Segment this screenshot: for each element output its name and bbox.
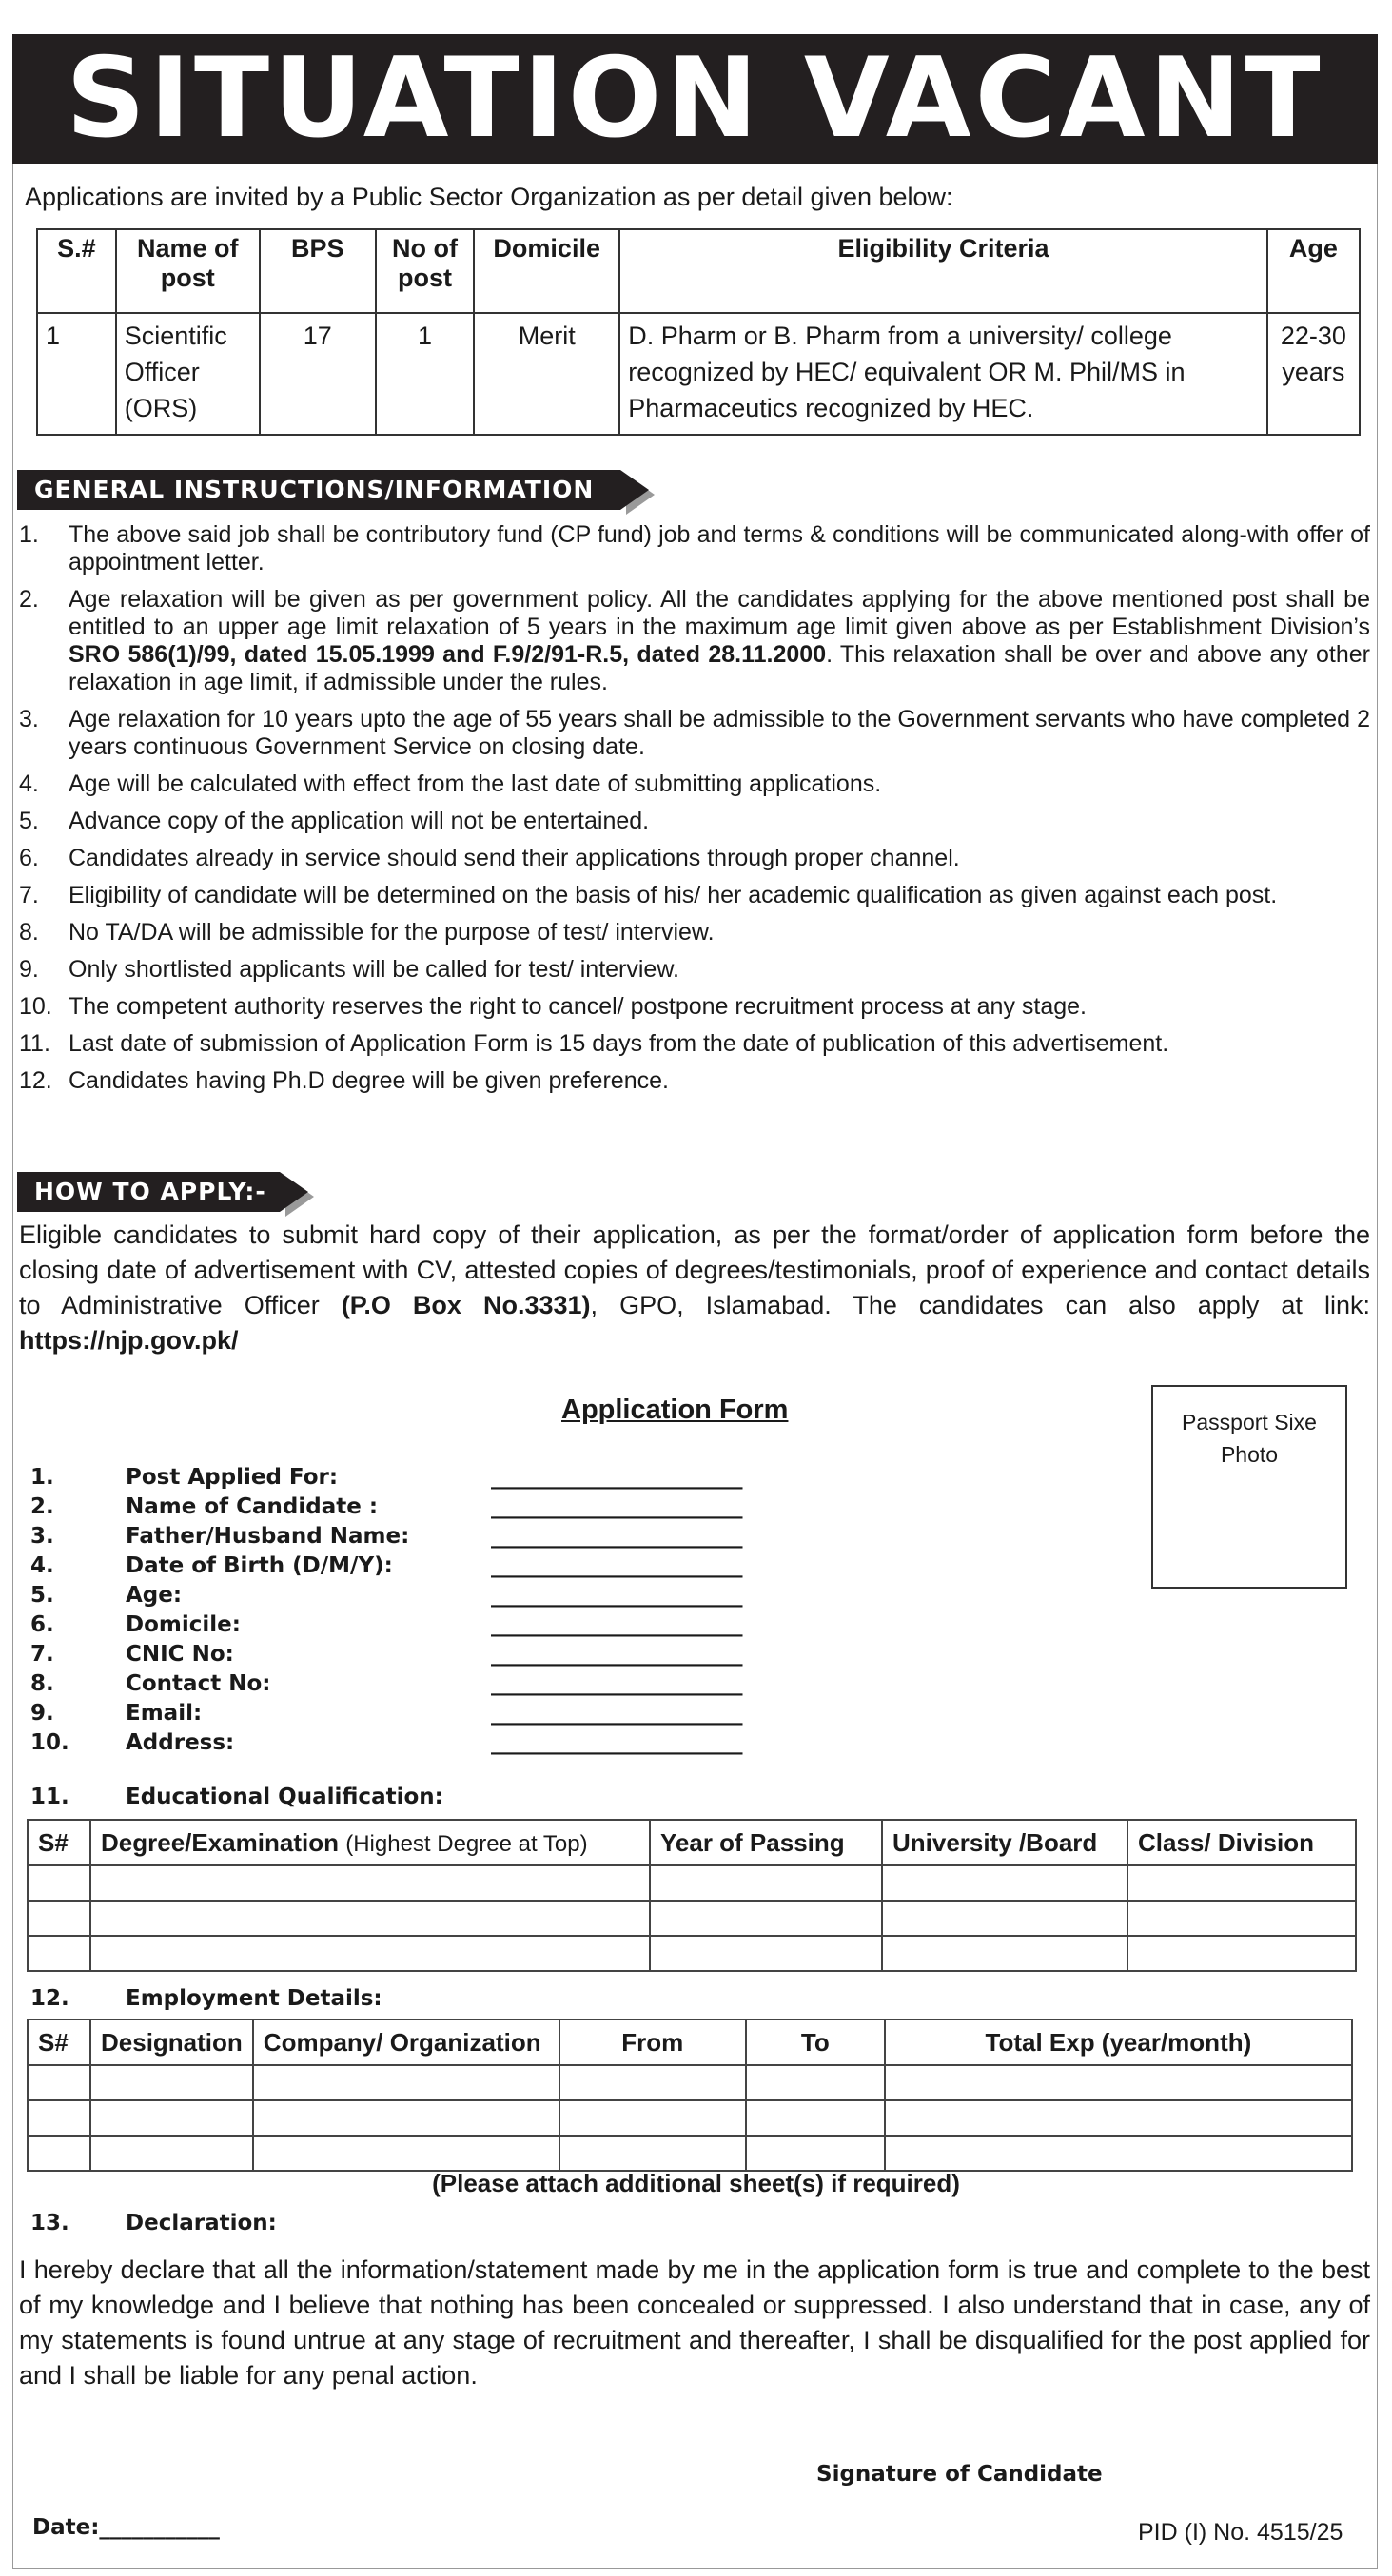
table-row[interactable] — [28, 2136, 1352, 2171]
item-number: 6. — [19, 845, 39, 871]
list-item — [19, 521, 1370, 576]
list-item — [19, 706, 1370, 761]
application-form-title: Application Form — [561, 1395, 789, 1425]
item-number: 7. — [19, 882, 39, 908]
list-item — [19, 586, 1370, 696]
post-table-header-row — [37, 229, 1360, 313]
declaration-heading — [30, 2211, 277, 2235]
col-year: Year of Passing — [650, 1820, 882, 1865]
field-blank-line[interactable]: _______________________ — [491, 1524, 743, 1549]
item-text-bold: SRO 586(1)/99, dated 15.05.1999 and F.9/2/91-R.5, dated 28.11.2000 — [69, 641, 827, 668]
list-item — [19, 956, 1370, 984]
col-age: Age — [1267, 229, 1360, 313]
cell-name-of-post: Scientific Officer (ORS) — [116, 313, 260, 435]
form-field-address — [30, 1730, 858, 1760]
field-blank-line[interactable]: _______________________ — [491, 1671, 743, 1696]
field-blank-line[interactable]: _______________________ — [491, 1642, 743, 1667]
col-eligibility: Eligibility Criteria — [619, 229, 1267, 313]
attach-note: (Please attach additional sheet(s) if required) — [432, 2169, 960, 2197]
field-number: 6. — [30, 1612, 54, 1637]
item-text: Candidates having Ph.D degree will be given preference. — [69, 1067, 669, 1094]
field-blank-line[interactable]: _______________________ — [491, 1583, 743, 1608]
field-blank-line[interactable]: _______________________ — [491, 1465, 743, 1490]
form-field-name — [30, 1494, 858, 1524]
form-field-email — [30, 1701, 858, 1730]
form-fields — [30, 1465, 858, 1760]
item-text: Only shortlisted applicants will be called for test/ interview. — [69, 956, 679, 983]
table-row[interactable] — [28, 2100, 1352, 2136]
field-label: Post Applied For: — [126, 1465, 339, 1490]
heading-bar: HOW TO APPLY:- — [17, 1172, 280, 1212]
item-number: 9. — [19, 956, 39, 983]
employment-table — [27, 2019, 1353, 2172]
item-number: 10. — [19, 993, 52, 1020]
col-from: From — [559, 2020, 746, 2065]
item-number: 8. — [19, 919, 39, 946]
item-text: Age will be calculated with effect from the last date of submitting applications. — [69, 771, 882, 797]
col-class: Class/ Division — [1127, 1820, 1356, 1865]
item-number: 1. — [19, 521, 39, 548]
section-number: 12. — [30, 1986, 69, 2011]
field-number: 7. — [30, 1642, 54, 1667]
section-number: 13. — [30, 2211, 69, 2235]
item-number: 5. — [19, 808, 39, 834]
apply-text: , GPO, Islamabad. The candidates can also apply at link: — [590, 1291, 1370, 1319]
intro-text: Applications are invited by a Public Sector Organization as per detail given below: — [25, 183, 953, 211]
apply-text: Eligible candidates to submit hard copy of their application, as per the format/order of application form before the closing date of advertisement with CV, attested copies of degrees/testimonials, proof of experience and contact details to Administrative Officer — [19, 1220, 1370, 1319]
field-number: 5. — [30, 1583, 54, 1608]
pid-number: PID (I) No. 4515/25 — [1138, 2519, 1343, 2546]
col-no-of-post: No of post — [376, 229, 474, 313]
col-degree-note: (Highest Degree at Top) — [345, 1830, 588, 1857]
cell-age: 22-30 years — [1267, 313, 1360, 435]
section-title: Declaration: — [126, 2211, 277, 2235]
field-number: 10. — [30, 1730, 69, 1755]
section-title: Educational Qualification: — [126, 1785, 443, 1809]
field-label: Name of Candidate : — [126, 1494, 379, 1519]
col-bps: BPS — [260, 229, 376, 313]
field-label: Email: — [126, 1701, 203, 1726]
field-label: Age: — [126, 1583, 183, 1608]
col-degree-label: Degree/Examination — [101, 1827, 339, 1857]
form-field-father-name — [30, 1524, 858, 1553]
table-row[interactable] — [28, 1865, 1356, 1901]
table-row — [37, 313, 1360, 435]
col-designation: Designation — [90, 2020, 253, 2065]
cell-sno: 1 — [37, 313, 116, 435]
field-blank-line[interactable]: _______________________ — [491, 1730, 743, 1755]
cell-eligibility: D. Pharm or B. Pharm from a university/ college recognized by HEC/ equivalent OR M. Phil/MS in Pharmaceutics recognized by HEC. — [619, 313, 1267, 435]
list-item — [19, 1030, 1370, 1058]
item-text: No TA/DA will be admissible for the purpose of test/ interview. — [69, 919, 715, 946]
page-title: SITUATION VACANT — [12, 34, 1378, 164]
cell-domicile: Merit — [474, 313, 619, 435]
form-field-age — [30, 1583, 858, 1612]
field-number: 9. — [30, 1701, 54, 1726]
col-sno: S# — [28, 1820, 90, 1865]
list-item — [19, 845, 1370, 872]
field-number: 3. — [30, 1524, 54, 1549]
field-label: Father/Husband Name: — [126, 1524, 410, 1549]
how-to-apply-text — [19, 1218, 1370, 1358]
col-degree — [90, 1820, 650, 1865]
field-label: Address: — [126, 1730, 235, 1755]
item-number: 2. — [19, 586, 39, 613]
form-field-contact — [30, 1671, 858, 1701]
photo-label: Passport Sixe — [1182, 1410, 1317, 1434]
form-field-post — [30, 1465, 858, 1494]
post-table — [36, 228, 1361, 436]
item-text: Candidates already in service should send their applications through proper channel. — [69, 845, 960, 871]
item-text: Age relaxation will be given as per government policy. All the candidates applying for the above mentioned post shall be entitled to an upper age limit relaxation of 5 years in the maximum age limit given above as per Establishment Division’s — [69, 586, 1370, 640]
form-field-domicile — [30, 1612, 858, 1642]
field-number: 4. — [30, 1553, 54, 1578]
heading-arrow — [620, 470, 649, 510]
list-item — [19, 919, 1370, 946]
form-field-cnic — [30, 1642, 858, 1671]
section-number: 11. — [30, 1785, 69, 1809]
cell-no-of-post: 1 — [376, 313, 474, 435]
po-box: (P.O Box No.3331) — [341, 1291, 591, 1319]
item-number: 4. — [19, 771, 39, 797]
education-table — [27, 1819, 1357, 1972]
section-title: Employment Details: — [126, 1986, 382, 2011]
list-item — [19, 882, 1370, 909]
list-item — [19, 1067, 1370, 1095]
item-text: The above said job shall be contributory fund (CP fund) job and terms & conditions will be communicated along-with offer of appointment letter. — [69, 521, 1370, 576]
table-row[interactable] — [28, 1901, 1356, 1936]
field-blank-line[interactable]: _______________________ — [491, 1701, 743, 1726]
item-number: 3. — [19, 706, 39, 732]
education-header-row — [28, 1820, 1356, 1865]
field-blank-line[interactable]: _______________________ — [491, 1553, 743, 1578]
heading-bar: GENERAL INSTRUCTIONS/INFORMATION — [17, 470, 620, 510]
field-label: Contact No: — [126, 1671, 271, 1696]
col-board: University /Board — [882, 1820, 1127, 1865]
education-heading — [30, 1785, 443, 1809]
item-text: Age relaxation for 10 years upto the age of 55 years shall be admissible to the Government servants who have completed 2 years continuous Government Service on closing date. — [69, 706, 1370, 760]
field-label: CNIC No: — [126, 1642, 234, 1667]
list-item — [19, 808, 1370, 835]
item-text: Eligibility of candidate will be determined on the basis of his/ her academic qualification as given against each post. — [69, 882, 1278, 908]
employment-heading — [30, 1986, 382, 2011]
item-number: 11. — [19, 1030, 50, 1057]
col-domicile: Domicile — [474, 229, 619, 313]
list-item — [19, 993, 1370, 1021]
field-label: Date of Birth (D/M/Y): — [126, 1553, 393, 1578]
item-text: Advance copy of the application will not be entertained. — [69, 808, 650, 834]
passport-photo-box — [1151, 1385, 1347, 1589]
col-name-of-post: Name of post — [116, 229, 260, 313]
field-label: Domicile: — [126, 1612, 241, 1637]
declaration-text: I hereby declare that all the information/statement made by me in the application form is true and complete to the best of my knowledge and I believe that nothing has been concealed or suppressed. I also understand that in case, any of my statements is found untrue at any stage of recruitment and thereafter, I shall be disqualified for the post applied for and I shall be liable for any penal action. — [19, 2255, 1370, 2390]
instructions-list — [19, 521, 1370, 1104]
photo-label: Photo — [1220, 1442, 1279, 1467]
col-sno: S.# — [37, 229, 116, 313]
item-text: Last date of submission of Application Form is 15 days from the date of publication of this advertisement. — [69, 1030, 1169, 1057]
item-number: 12. — [19, 1067, 52, 1094]
cell-bps: 17 — [260, 313, 376, 435]
col-total-exp: Total Exp (year/month) — [885, 2020, 1352, 2065]
date-field[interactable]: Date:___________ — [32, 2515, 220, 2540]
signature-label: Signature of Candidate — [816, 2462, 1103, 2487]
field-number: 8. — [30, 1671, 54, 1696]
heading-arrow — [280, 1172, 308, 1212]
apply-link[interactable]: https://njp.gov.pk/ — [19, 1326, 239, 1355]
item-text: . This relaxation shall be over and above any other relaxation in age limit, if admissible under the rules. — [69, 641, 1370, 695]
field-number: 2. — [30, 1494, 54, 1519]
col-company: Company/ Organization — [253, 2020, 559, 2065]
list-item — [19, 771, 1370, 798]
table-row[interactable] — [28, 1936, 1356, 1971]
field-blank-line[interactable]: _______________________ — [491, 1612, 743, 1637]
form-field-dob — [30, 1553, 858, 1583]
table-row[interactable] — [28, 2065, 1352, 2100]
field-blank-line[interactable]: _______________________ — [491, 1494, 743, 1519]
item-text: The competent authority reserves the right to cancel/ postpone recruitment process at any stage. — [69, 993, 1088, 1020]
col-to: To — [746, 2020, 885, 2065]
field-number: 1. — [30, 1465, 54, 1490]
employment-header-row — [28, 2020, 1352, 2065]
col-sno: S# — [28, 2020, 90, 2065]
